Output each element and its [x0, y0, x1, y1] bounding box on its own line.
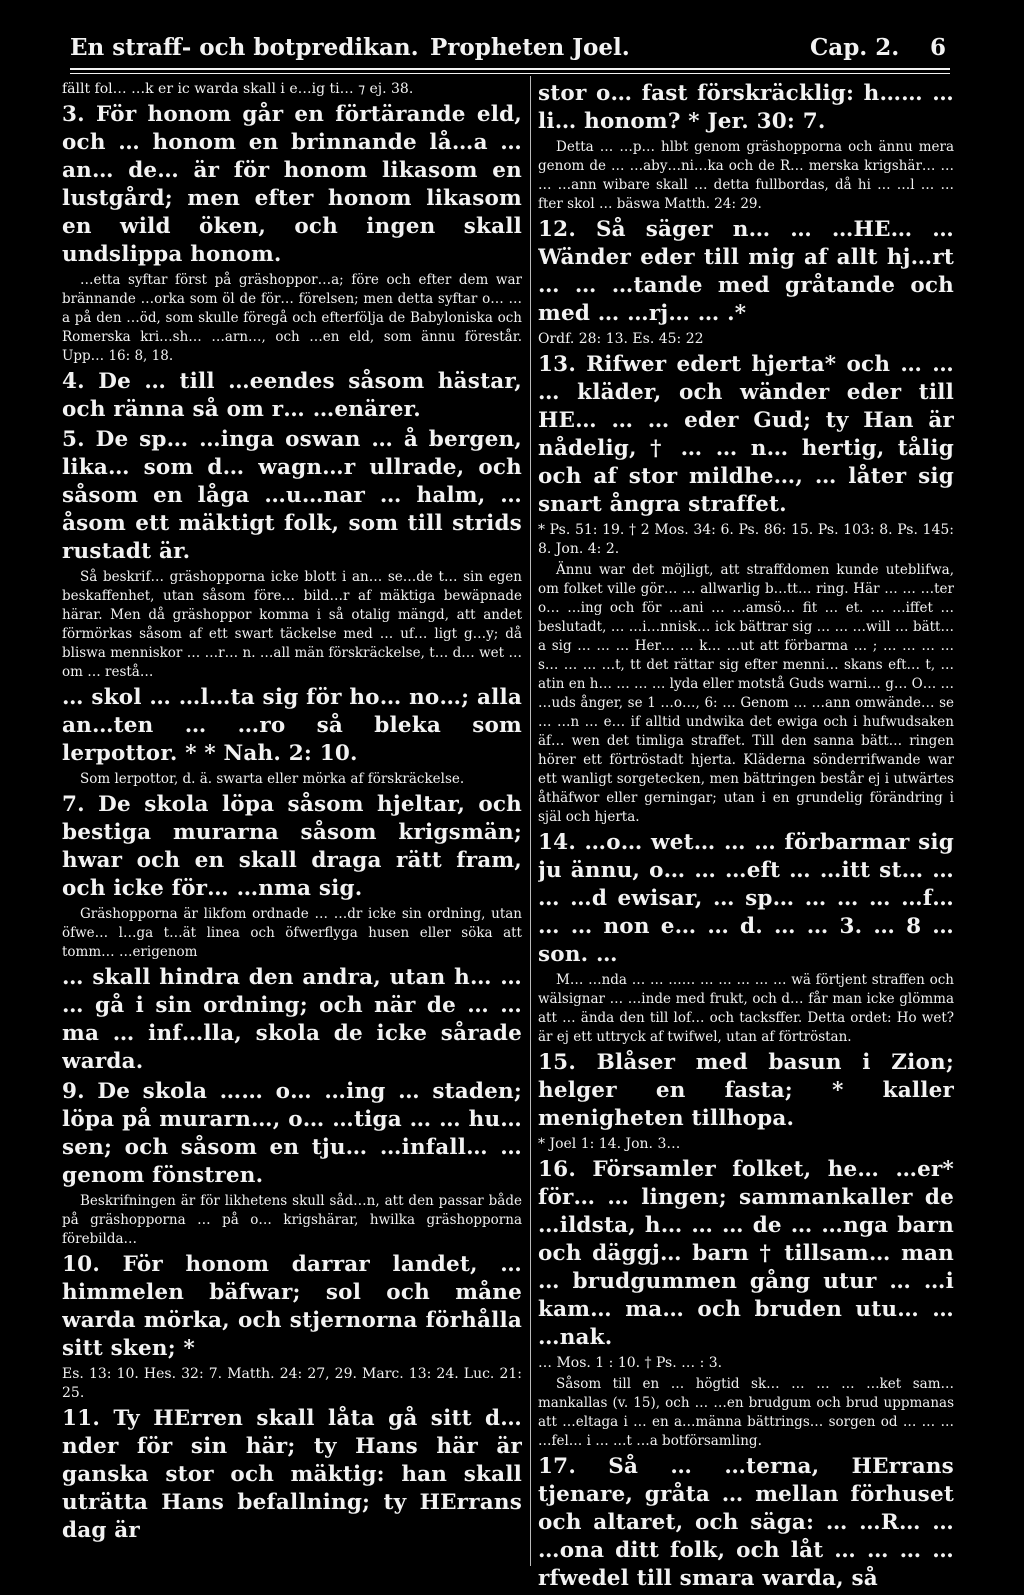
right-column [538, 80, 954, 1595]
verse-paragraph: 5. De sp… …inga oswan … å bergen, lika… som d… wagn…r ullrade, och såsom en låga …u…nar … halm, …åsom ett mäktigt folk, som till strids rustadt är. [62, 427, 522, 564]
column-divider [530, 76, 531, 1566]
header-rule-thin [70, 73, 950, 74]
verse-paragraph: 17. Så … …terna, HErrans tjenare, gråta … mellan förhuset och altaret, och säga: … …R… … …ona ditt folk, och låt … … … …rfwedel till smara warda, så [538, 1454, 954, 1591]
verse-paragraph: 12. Så säger n… … …HE… … Wänder eder till mig af allt hj…rt … … …tande med gråtande och med … …rj… … .* [538, 217, 954, 326]
ref-paragraph: Es. 13: 10. Hes. 32: 7. Matth. 24: 27, 29. Marc. 13: 24. Luc. 21: 25. [62, 1366, 522, 1401]
verse-paragraph: 4. De … till …eendes såsom hästar, och ränna så om r… …enärer. [62, 369, 522, 422]
header-page-number: 6 [930, 34, 947, 61]
note-paragraph: Som lerpottor, d. ä. swarta eller mörka af förskräckelse. [80, 771, 465, 787]
verse-paragraph: stor o… fast förskräcklig: h…… … li… honom? * Jer. 30: 7. [538, 81, 954, 134]
verse-paragraph: 11. Ty HErren skall låta gå sitt d…nder för sin här; ty Hans här är ganska stor och mäktig: han skall uträtta Hans befallning; ty HErrans dag är [62, 1406, 522, 1543]
header-rule [70, 68, 950, 70]
verse-paragraph: 3. För honom går en förtärande eld, och … honom en brinnande lå…a …an… de… är för honom likasom en lustgård; men efter honom likasom en wild öken, och ingen skall undslippa honom. [62, 102, 522, 267]
note-paragraph: Så beskrif… gräshopporna icke blott i an… se…de t… sin egen beskaffenhet, utan såsom före… bild…r af mäktiga bewäpnade härar. Men då gräshoppor komma i så otalig mängd, att andet förmörkas såsom af ett swart täckelse med … uf… ligt g…y; då bliswa menniskor … …r… n. …all män förskräckelse, t… d… wet … om … restå… [62, 569, 522, 680]
verse-paragraph: 16. Församler folket, he… …er* för… … lingen; sammankaller de …ildsta, h… … … de … …nga barn och däggj… barn † tillsam… man … brudgummen gång utur … …i kam… ma… och bruden utu… … …nak. [538, 1157, 954, 1350]
note-paragraph: …etta syftar först på gräshoppor…a; före och efter dem war brännande …orka som öl de för… förelsen; men detta syftar o… …a på den …öd, som skulle föregå och efterfölja de Babyloniska och Romerska kri…sh… …arn…, och …en eld, som ännu förestår. Upp… 16: 8, 18. [62, 272, 522, 364]
ref-paragraph: * Ps. 51: 19. † 2 Mos. 34: 6. Ps. 86: 15. Ps. 103: 8. Ps. 145: 8. Jon. 4: 2. [538, 522, 954, 557]
note-paragraph: M… …nda … … …… … … … … … wä förtjent straffen och wälsignar … …inde med frukt, och d… får man icke glömma att … ända den till lof… och tacksffer. Detta ordet: Ho wet? är ej ett uttryck af twifwel, utan af förtröstan. [538, 972, 954, 1045]
note-paragraph: Ännu war det möjligt, att straffdomen kunde uteblifwa, om folket ville gör… … allwarlig b…tt… ring. Här … … …ter o… …ing och för …ani … …amsö… fit … et. … …iffet … beslutadt, … …i…nnisk… ick bättrar sig … … …will … bätt…a sig … … … Her… … k… …ut att förbarma … ; … … … … s… … … …t, tt det rättar sig efter menni… skans eft… t, …atin en h… … … … lyda eller motstå Guds warni… g… O… … …uds ånger, se 1 …o…, 6: … Genom … …ann omwände… se … …n … e… if alltid undwika det ewiga och i hufwudsaken äf… wen det timliga straffet. Till den sanna bätt… ringen hörer ett förtröstadt hjerta. Kläderna sönderrifwande war ett wanligt sorgetecken, men bättringen består ej i utwärtes åthäfwor eller gerningar; utan i en grundelig förändring i själ och hjerta. [538, 562, 954, 825]
verse-paragraph: 7. De skola löpa såsom hjeltar, och bestiga murarna såsom krigsmän; hwar och en skall draga rätt fram, och icke för… …nma sig. [62, 792, 522, 901]
ref-paragraph: Ordf. 28: 13. Es. 45: 22 [538, 331, 704, 347]
left-column [62, 80, 522, 1547]
note-paragraph: Gräshopporna är likfom ordnade … …dr icke sin ordning, utan öfwe… l…ga t…ät linea och öfwerflyga husen eller söka att tomm… …erigenom [62, 906, 522, 960]
note-paragraph: Beskrifningen är för likhetens skull såd…n, att den passar både på gräshopporna … på o… krigshärar, hwilka gräshopporna förebilda… [62, 1193, 522, 1247]
ref-paragraph: … Mos. 1 : 10. † Ps. … : 3. [538, 1355, 723, 1371]
header-center-title: Propheten Joel. [430, 34, 630, 61]
verse-paragraph: 10. För honom darrar landet, … himmelen bäfwar; sol och måne warda mörka, och stjernorna förhålla sitt sken; * [62, 1252, 522, 1361]
verse-paragraph: 9. De skola …… o… …ing … staden; löpa på murarn…, o… …tiga … … hu… sen; och såsom en tju… …infall… …genom fönstren. [62, 1079, 522, 1188]
verse-paragraph: 14. …o… wet… … … förbarmar sig ju ännu, o… … …eft … …itt st… … … …d ewisar, … sp… … … … …f… … … non e… … d. … … 3. … 8 …son. … [538, 830, 954, 967]
verse-paragraph: … skol … …l…ta sig för ho… no…; alla an…ten … …ro så bleka som lerpottor. * * Nah. 2: 10. [62, 685, 522, 766]
ref-paragraph: fällt fol… …k er ic warda skall i e…ig ti… ⁊ ej. 38. [62, 81, 414, 97]
header-left-title: En straff- och botpredikan. [70, 34, 419, 61]
ref-paragraph: * Joel 1: 14. Jon. 3… [538, 1136, 681, 1152]
verse-paragraph: 15. Blåser med basun i Zion; helger en fasta; * kaller menigheten tillhopa. [538, 1050, 954, 1131]
header-chapter: Cap. 2. [810, 34, 900, 61]
note-paragraph: Såsom till en … högtid sk… … … … …ket sam… mankallas (v. 15), och … …en brudgum och brud uppmanas att …eltaga i … en a…männa bättrings… sorgen od … … … …fel… i … …t …a botförsamling. [538, 1376, 954, 1449]
verse-paragraph: … skall hindra den andra, utan h… … … gå i sin ordning; och när de … …ma … inf…lla, skola de icke sårade warda. [62, 965, 522, 1074]
note-paragraph: Detta … …p… hlbt genom gräshopporna och ännu mera genom de … …aby…ni…ka och de R… merska krigshär… … … …ann wibare skall … detta fullbordas, då hi … …l … …fter skol … bäswa Matth. 24: 29. [538, 139, 954, 212]
verse-paragraph: 13. Rifwer edert hjerta* och … … … kläder, och wänder eder till HE… … … eder Gud; ty Han är nådelig, † … … n… hertig, tålig och af stor mildhe…, … låter sig snart ångra straffet. [538, 352, 954, 517]
